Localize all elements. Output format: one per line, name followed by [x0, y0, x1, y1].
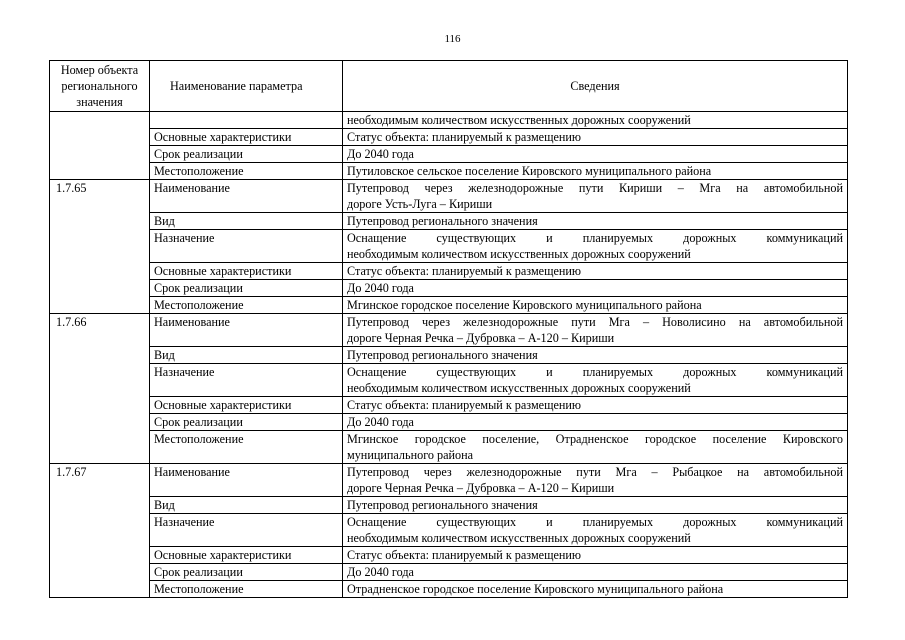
value-line: Путепровод через железнодорожные пути Мга – Рыбацкое на автомобильной [347, 465, 843, 479]
parameter-cell: Назначение [150, 230, 343, 263]
value-line: До 2040 года [347, 565, 414, 579]
table-row [50, 497, 848, 514]
value-line: Путепровод регионального значения [347, 348, 538, 362]
value-cell [343, 297, 848, 314]
parameter-cell: Основные характеристики [150, 547, 343, 564]
parameter-cell: Срок реализации [150, 564, 343, 581]
parameter-cell: Основные характеристики [150, 263, 343, 280]
value-line: Путепровод регионального значения [347, 214, 538, 228]
parameter-cell: Назначение [150, 514, 343, 547]
table-body [50, 112, 848, 598]
table-row [50, 564, 848, 581]
parameter-cell: Наименование [150, 464, 343, 497]
value-line: необходимым количеством искусственных дорожных сооружений [347, 531, 691, 545]
parameter-cell: Наименование [150, 314, 343, 347]
parameter-cell: Срок реализации [150, 280, 343, 297]
value-line: Статус объекта: планируемый к размещению [347, 264, 582, 278]
object-number-cell: 1.7.66 [50, 314, 150, 464]
parameter-cell: Назначение [150, 364, 343, 397]
parameter-cell: Основные характеристики [150, 397, 343, 414]
table-row [50, 414, 848, 431]
objects-table [49, 60, 848, 598]
table-row [50, 146, 848, 163]
value-cell [343, 431, 848, 464]
value-cell [343, 230, 848, 263]
header-object-number: Номер объекта регионального значения [50, 61, 150, 112]
value-line: Путепровод регионального значения [347, 498, 538, 512]
table-row [50, 547, 848, 564]
parameter-cell: Основные характеристики [150, 129, 343, 146]
table-row [50, 581, 848, 598]
value-cell: Путиловское сельское поселение Кировского муниципального района [343, 163, 848, 180]
table-row [50, 112, 848, 129]
table-row [50, 180, 848, 213]
table-row [50, 163, 848, 180]
table-row [50, 129, 848, 146]
value-line: Оснащение существующих и планируемых дорожных коммуникаций [347, 365, 843, 379]
value-cell [343, 347, 848, 364]
value-cell [343, 263, 848, 280]
value-line: Путепровод через железнодорожные пути Мга – Новолисино на автомобильной [347, 315, 843, 329]
parameter-cell: Наименование [150, 180, 343, 213]
table-row [50, 347, 848, 364]
table-row [50, 280, 848, 297]
value-line: Оснащение существующих и планируемых дорожных коммуникаций [347, 231, 843, 245]
value-cell [343, 514, 848, 547]
value-cell [343, 397, 848, 414]
value-cell [343, 464, 848, 497]
value-cell [343, 497, 848, 514]
value-line: До 2040 года [347, 415, 414, 429]
value-cell [343, 213, 848, 230]
value-cell [343, 364, 848, 397]
table-row [50, 230, 848, 263]
parameter-cell: Срок реализации [150, 146, 343, 163]
value-line: дороге Черная Речка – Дубровка – А-120 – Кириши [347, 331, 615, 345]
value-cell [343, 180, 848, 213]
parameter-cell: Вид [150, 347, 343, 364]
value-cell [343, 581, 848, 598]
object-number-cell: 1.7.65 [50, 180, 150, 314]
table-row [50, 431, 848, 464]
table-row [50, 364, 848, 397]
header-parameter-name: Наименование параметра [150, 61, 343, 112]
table-row [50, 297, 848, 314]
value-line: До 2040 года [347, 281, 414, 295]
parameter-cell: Местоположение [150, 297, 343, 314]
value-line: Путепровод через железнодорожные пути Кириши – Мга на автомобильной [347, 181, 843, 195]
parameter-cell: Срок реализации [150, 414, 343, 431]
value-line: Статус объекта: планируемый к размещению [347, 398, 582, 412]
object-number-cell [50, 112, 150, 180]
value-cell [343, 314, 848, 347]
value-line: дороге Усть-Луга – Кириши [347, 197, 493, 211]
value-line: Статус объекта: планируемый к размещению [347, 548, 582, 562]
parameter-cell: Вид [150, 497, 343, 514]
value-line: дороге Черная Речка – Дубровка – А-120 – Кириши [347, 481, 615, 495]
header-row [50, 61, 848, 112]
table-row [50, 314, 848, 347]
value-cell: Статус объекта: планируемый к размещению [343, 129, 848, 146]
value-cell: До 2040 года [343, 146, 848, 163]
header-details: Сведения [343, 61, 848, 112]
value-line: муниципального района [347, 448, 474, 462]
value-cell: необходимым количеством искусственных дорожных сооружений [343, 112, 848, 129]
table-row [50, 263, 848, 280]
parameter-cell: Местоположение [150, 163, 343, 180]
parameter-cell: Местоположение [150, 581, 343, 598]
value-cell [343, 547, 848, 564]
table-row [50, 464, 848, 497]
table-row [50, 397, 848, 414]
table-row [50, 514, 848, 547]
value-cell [343, 414, 848, 431]
value-line: Мгинское городское поселение Кировского муниципального района [347, 298, 702, 312]
parameter-cell: Вид [150, 213, 343, 230]
page-number: 116 [444, 33, 461, 45]
table-header [50, 61, 848, 112]
value-line: Отрадненское городское поселение Кировского муниципального района [347, 582, 724, 596]
value-cell [343, 280, 848, 297]
value-line: необходимым количеством искусственных дорожных сооружений [347, 381, 691, 395]
object-number-cell: 1.7.67 [50, 464, 150, 598]
value-line: Мгинское городское поселение, Отрадненское городское поселение Кировского [347, 432, 843, 446]
parameter-cell [150, 112, 343, 129]
parameter-cell: Местоположение [150, 431, 343, 464]
value-line: необходимым количеством искусственных дорожных сооружений [347, 247, 691, 261]
value-cell [343, 564, 848, 581]
value-line: Оснащение существующих и планируемых дорожных коммуникаций [347, 515, 843, 529]
table-row [50, 213, 848, 230]
